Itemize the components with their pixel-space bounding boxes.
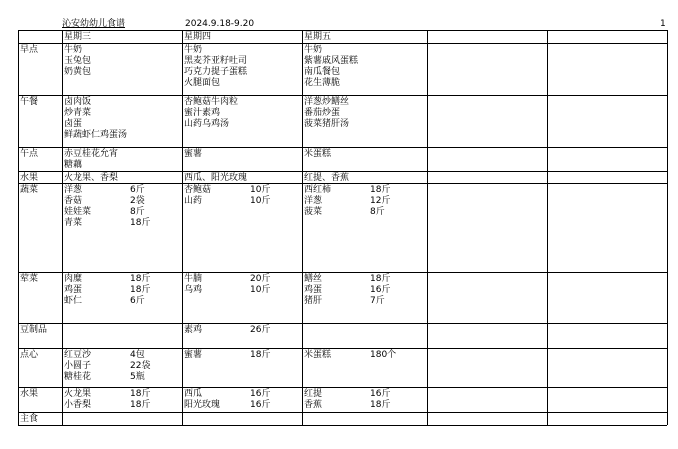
day-header: 星期五 bbox=[304, 32, 332, 42]
quantity: 18斤 bbox=[370, 274, 391, 284]
menu-item: 阳光玫瑰 bbox=[184, 400, 221, 410]
menu-item: 鳝丝 bbox=[304, 274, 323, 284]
menu-item: 牛奶 bbox=[304, 45, 323, 55]
menu-item: 红提、香蕉 bbox=[304, 173, 350, 183]
grid-col-line bbox=[182, 30, 183, 425]
grid-row-line bbox=[18, 30, 667, 31]
menu-item: 巧克力提子蛋糕 bbox=[184, 67, 248, 77]
menu-item: 素鸡 bbox=[184, 325, 203, 335]
menu-item: 小香梨 bbox=[64, 400, 92, 410]
menu-item: 西红柿 bbox=[304, 185, 332, 195]
quantity: 20斤 bbox=[250, 274, 271, 284]
menu-item: 炒青菜 bbox=[64, 108, 92, 118]
menu-item: 红提 bbox=[304, 389, 323, 399]
menu-item: 蜜汁素鸡 bbox=[184, 108, 221, 118]
grid-col-line bbox=[18, 30, 19, 425]
row-label: 豆制品 bbox=[20, 325, 48, 335]
quantity: 5瓶 bbox=[130, 372, 145, 382]
row-label: 主食 bbox=[20, 414, 39, 424]
menu-item: 米蛋糕 bbox=[304, 350, 332, 360]
row-label: 蔬菜 bbox=[20, 185, 39, 195]
menu-item: 鸡蛋 bbox=[64, 285, 83, 295]
menu-item: 米蛋糕 bbox=[304, 149, 332, 159]
menu-item: 小圆子 bbox=[64, 361, 92, 371]
menu-item: 洋葱炒鳝丝 bbox=[304, 97, 350, 107]
grid-col-line bbox=[302, 30, 303, 425]
grid-row-line bbox=[18, 348, 667, 349]
menu-item: 火龙果 bbox=[64, 389, 92, 399]
row-label: 水果 bbox=[20, 173, 39, 183]
menu-item: 菠菜 bbox=[304, 207, 323, 217]
quantity: 8斤 bbox=[130, 207, 145, 217]
grid-row-line bbox=[18, 425, 667, 426]
menu-item: 奶黄包 bbox=[64, 67, 92, 77]
quantity: 6斤 bbox=[130, 296, 145, 306]
menu-item: 赤豆桂花允宵 bbox=[64, 149, 119, 159]
day-header: 星期三 bbox=[64, 32, 92, 42]
menu-item: 卤肉饭 bbox=[64, 97, 92, 107]
menu-item: 火龙果、香梨 bbox=[64, 173, 119, 183]
day-header: 星期四 bbox=[184, 32, 212, 42]
quantity: 18斤 bbox=[130, 389, 151, 399]
quantity: 8斤 bbox=[370, 207, 385, 217]
menu-item: 青菜 bbox=[64, 218, 83, 228]
menu-item: 娃娃菜 bbox=[64, 207, 92, 217]
row-label: 荤菜 bbox=[20, 274, 39, 284]
menu-item: 猪肝 bbox=[304, 296, 323, 306]
quantity: 18斤 bbox=[250, 350, 271, 360]
menu-item: 卤蛋 bbox=[64, 119, 83, 129]
quantity: 22袋 bbox=[130, 361, 151, 371]
row-label: 午点 bbox=[20, 149, 39, 159]
menu-item: 蜜薯 bbox=[184, 149, 203, 159]
menu-item: 紫薯戚风蛋糕 bbox=[304, 56, 359, 66]
menu-item: 山药乌鸡汤 bbox=[184, 119, 230, 129]
grid-row-line bbox=[18, 387, 667, 388]
grid-row-line bbox=[18, 323, 667, 324]
menu-item: 乌鸡 bbox=[184, 285, 203, 295]
menu-title: 沁安幼幼儿食谱 bbox=[62, 19, 126, 29]
menu-item: 肉糜 bbox=[64, 274, 83, 284]
quantity: 18斤 bbox=[370, 185, 391, 195]
menu-item: 南瓜餐包 bbox=[304, 67, 341, 77]
grid-col-line bbox=[427, 30, 428, 425]
quantity: 7斤 bbox=[370, 296, 385, 306]
page-number: 1 bbox=[660, 19, 666, 29]
quantity: 10斤 bbox=[250, 185, 271, 195]
grid-col-line bbox=[62, 30, 63, 425]
menu-item: 香菇 bbox=[64, 196, 83, 206]
menu-item: 洋葱 bbox=[304, 196, 323, 206]
menu-item: 鸡蛋 bbox=[304, 285, 323, 295]
menu-item: 洋葱 bbox=[64, 185, 83, 195]
menu-item: 牛腩 bbox=[184, 274, 203, 284]
menu-item: 红豆沙 bbox=[64, 350, 92, 360]
menu-item: 虾仁 bbox=[64, 296, 83, 306]
row-label: 水果 bbox=[20, 389, 39, 399]
quantity: 16斤 bbox=[250, 400, 271, 410]
menu-item: 西瓜 bbox=[184, 389, 203, 399]
menu-item: 山药 bbox=[184, 196, 203, 206]
menu-item: 菠菜猪肝汤 bbox=[304, 119, 350, 129]
quantity: 180个 bbox=[370, 350, 397, 360]
grid-row-line bbox=[18, 412, 667, 413]
quantity: 16斤 bbox=[250, 389, 271, 399]
menu-item: 牛奶 bbox=[184, 45, 203, 55]
quantity: 12斤 bbox=[370, 196, 391, 206]
menu-item: 杏鲍菇牛肉粒 bbox=[184, 97, 239, 107]
menu-item: 火腿面包 bbox=[184, 78, 221, 88]
menu-item: 黑麦芥亚籽吐司 bbox=[184, 56, 248, 66]
row-label: 早点 bbox=[20, 45, 39, 55]
quantity: 18斤 bbox=[130, 400, 151, 410]
quantity: 10斤 bbox=[250, 196, 271, 206]
menu-item: 番茄炒蛋 bbox=[304, 108, 341, 118]
quantity: 16斤 bbox=[370, 285, 391, 295]
quantity: 4包 bbox=[130, 350, 145, 360]
quantity: 26斤 bbox=[250, 325, 271, 335]
menu-item: 杏鲍菇 bbox=[184, 185, 212, 195]
quantity: 18斤 bbox=[130, 218, 151, 228]
menu-item: 花生薄脆 bbox=[304, 78, 341, 88]
quantity: 10斤 bbox=[250, 285, 271, 295]
quantity: 18斤 bbox=[370, 400, 391, 410]
grid-row-line bbox=[18, 272, 667, 273]
row-label: 午餐 bbox=[20, 97, 39, 107]
grid-col-line bbox=[547, 30, 548, 425]
menu-item: 西瓜、阳光玫瑰 bbox=[184, 173, 248, 183]
menu-item: 玉兔包 bbox=[64, 56, 92, 66]
menu-item: 糖藕 bbox=[64, 160, 83, 170]
quantity: 16斤 bbox=[370, 389, 391, 399]
row-label: 点心 bbox=[20, 350, 39, 360]
quantity: 6斤 bbox=[130, 185, 145, 195]
grid-col-line bbox=[667, 30, 668, 425]
menu-item: 蜜薯 bbox=[184, 350, 203, 360]
quantity: 18斤 bbox=[130, 285, 151, 295]
grid-row-line bbox=[18, 43, 667, 44]
quantity: 2袋 bbox=[130, 196, 145, 206]
menu-item: 糖桂花 bbox=[64, 372, 92, 382]
quantity: 18斤 bbox=[130, 274, 151, 284]
date-range: 2024.9.18-9.20 bbox=[185, 19, 255, 29]
menu-item: 牛奶 bbox=[64, 45, 83, 55]
menu-item: 鲜蔬虾仁鸡蛋汤 bbox=[64, 130, 128, 140]
menu-item: 香蕉 bbox=[304, 400, 323, 410]
